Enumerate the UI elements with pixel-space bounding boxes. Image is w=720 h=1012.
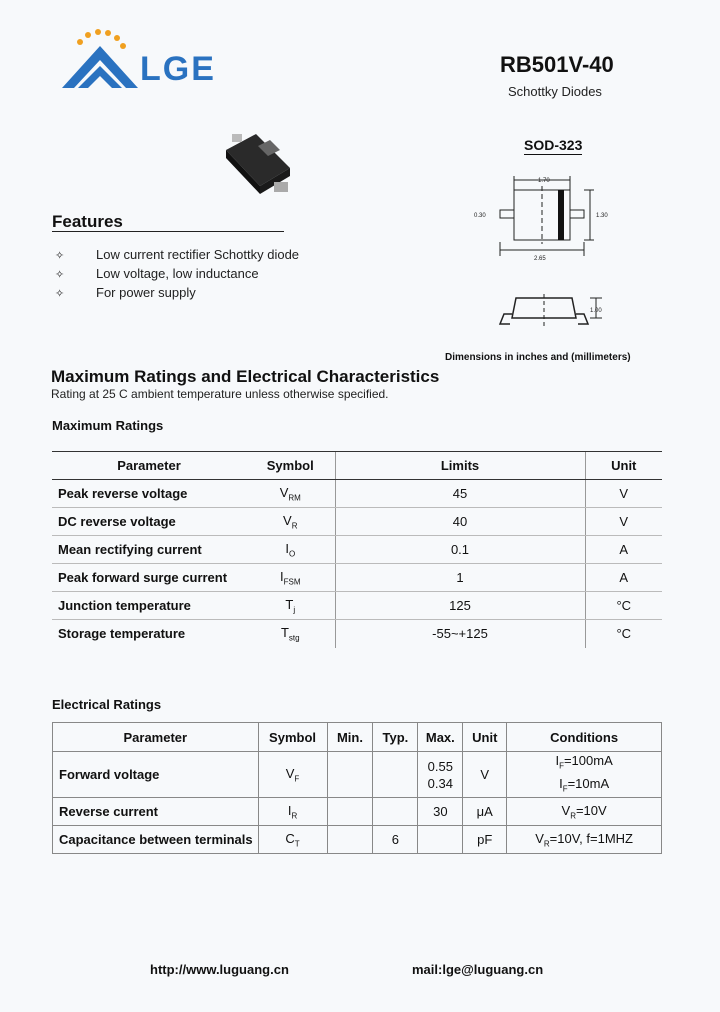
package-top-view-diagram: [470, 172, 620, 262]
table-row: Peak reverse voltage $V_{RM}$ 45 V: [52, 480, 662, 508]
feature-item: ✧ Low current rectifier Schottky diode: [55, 247, 300, 262]
electrical-ratings-title: Electrical Ratings: [52, 697, 162, 712]
dim-right-label: 1.30: [596, 213, 608, 219]
brand-name: LGE: [140, 50, 216, 88]
dim-left-label: 0.30: [474, 213, 486, 219]
col-header: Symbol: [258, 723, 327, 752]
features-underline: [52, 231, 284, 232]
bullet-icon: ✧: [55, 288, 65, 300]
dim-height-label: 1.00: [590, 308, 602, 314]
part-number: RB501V-40: [500, 52, 614, 77]
col-header: Conditions: [507, 723, 662, 752]
col-header: Parameter: [53, 723, 259, 752]
feature-item: ✧ Low voltage, low inductance: [55, 266, 259, 281]
dim-top-label: 1.70: [538, 178, 550, 184]
feature-item: ✧ For power supply: [55, 285, 196, 300]
website-link[interactable]: http://www.luguang.cn: [150, 962, 289, 977]
col-header: Typ.: [373, 723, 418, 752]
table-row: Storage temperature $T_{stg}$ -55~+125 °C: [52, 620, 662, 648]
lge-logo-icon: [60, 28, 140, 94]
col-header: Max.: [418, 723, 463, 752]
table-row: Junction temperature $T_j$ 125 °C: [52, 592, 662, 620]
ratings-heading: Maximum Ratings and Electrical Characteristics: [51, 367, 440, 386]
dimensions-note: Dimensions in inches and (millimeters): [445, 352, 631, 363]
ratings-subtitle: Rating at 25 C ambient temperature unless otherwise specified.: [51, 387, 389, 401]
email-link[interactable]: mail:lge@luguang.cn: [412, 962, 544, 977]
table-row: DC reverse voltage $V_R$ 40 V: [52, 508, 662, 536]
table-row: Capacitance between terminals $C_T$ 6 pF $V_R=10V$, f=1MHZ: [53, 826, 662, 854]
electrical-ratings-table: [52, 722, 662, 854]
col-header: Min.: [327, 723, 373, 752]
bullet-icon: ✧: [55, 250, 65, 262]
max-ratings-title: Maximum Ratings: [52, 418, 164, 433]
max-ratings-table: [52, 451, 662, 648]
package-side-view-diagram: [490, 290, 620, 340]
col-header: Unit: [463, 723, 507, 752]
col-header: Parameter: [52, 452, 246, 480]
part-subtitle: Schottky Diodes: [508, 84, 602, 99]
package-photo: [218, 128, 298, 204]
table-row: Peak forward surge current $I_{FSM}$ 1 A: [52, 564, 662, 592]
dim-bottom-label: 2.65: [534, 256, 546, 262]
features-heading: Features: [52, 212, 123, 231]
col-header: Symbol: [246, 452, 335, 480]
table-row: Reverse current $I_R$ 30 μA $V_R=10V$: [53, 798, 662, 826]
col-header: Unit: [585, 452, 662, 480]
col-header: Limits: [335, 452, 585, 480]
package-name: SOD-323: [524, 137, 583, 153]
table-row: Mean rectifying current $I_O$ 0.1 A: [52, 536, 662, 564]
table-row: Forward voltage $V_F$ 0.55 0.34 V $I_F=100mA$ $I_F=10mA$: [53, 752, 662, 798]
bullet-icon: ✧: [55, 269, 65, 281]
